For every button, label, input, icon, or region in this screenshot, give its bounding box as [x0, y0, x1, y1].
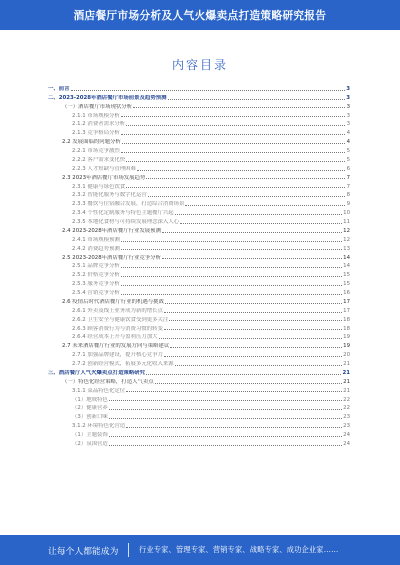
- toc-entry-page: 3: [346, 121, 350, 128]
- toc-entry-label: （一）特色化经营策略，打造人气卖点: [62, 378, 154, 385]
- toc-entry-page: 9: [346, 201, 350, 208]
- toc-leader-dots: [180, 223, 342, 224]
- footer-tagline: 行业专家、管理专家、营销专家、战略专家、成功企业家……: [139, 545, 339, 554]
- toc-entry-page: 3: [346, 112, 350, 119]
- toc-leader-dots: [164, 312, 342, 313]
- toc-entry-page: 6: [346, 165, 350, 172]
- toc-entry[interactable]: [48, 136, 350, 145]
- toc-leader-dots: [168, 99, 346, 100]
- toc-entry[interactable]: [48, 394, 350, 403]
- toc-leader-dots: [121, 116, 345, 117]
- toc-entry-label: 2.2.1 市场竞争激烈: [72, 148, 120, 154]
- toc-leader-dots: [121, 276, 342, 277]
- toc-leader-dots: [126, 391, 342, 392]
- toc-entry-label: 2.3.1 健康与绿色饮食: [72, 183, 126, 190]
- toc-entry-label: （2）氛围营造: [72, 440, 108, 447]
- toc-entry[interactable]: [48, 127, 350, 136]
- toc-leader-dots: [109, 409, 342, 410]
- toc-entry[interactable]: [48, 145, 350, 154]
- toc-entry-page: 12: [343, 227, 350, 234]
- toc-leader-dots: [126, 187, 345, 188]
- page-footer: [0, 535, 400, 565]
- toc-entry-label: 2.5.3 服务竞争分析: [72, 281, 120, 288]
- toc-leader-dots: [109, 400, 342, 401]
- toc-entry-label: 2.1.2 消费者需求分析: [72, 121, 126, 128]
- toc-entry-page: 22: [343, 396, 350, 403]
- toc-entry-label: 2.5.2 价格竞争分析: [72, 272, 120, 279]
- toc-entry-label: 2.5.4 营销竞争分析: [72, 290, 120, 296]
- toc-leader-dots: [121, 267, 342, 268]
- toc-entry[interactable]: [48, 154, 350, 163]
- toc-entry-label: 2.3.5 本地化食材与可持续发展理念深入人心: [72, 219, 180, 225]
- toc-entry-label: （2）健康营养: [72, 405, 108, 412]
- toc-entry[interactable]: [48, 305, 350, 314]
- toc-leader-dots: [169, 320, 342, 321]
- toc-entry[interactable]: [48, 349, 350, 358]
- toc-leader-dots: [121, 241, 342, 242]
- toc-entry-page: 3: [346, 94, 350, 101]
- toc-entry[interactable]: [48, 92, 350, 101]
- toc-entry[interactable]: [48, 101, 350, 110]
- toc-entry-page: 5: [346, 148, 350, 154]
- toc-leader-dots: [121, 294, 342, 295]
- toc-leader-dots: [162, 232, 342, 233]
- toc-entry-label: （一）酒店餐厅市场现状分析: [62, 103, 133, 110]
- toc-leader-dots: [175, 365, 342, 366]
- toc-entry-label: 2.4.2 消费趋势预测: [72, 245, 120, 252]
- toc-entry-label: 2.7.2 创新经营模式，拓展多元化收入来源: [72, 361, 174, 367]
- toc-entry[interactable]: [48, 385, 350, 394]
- toc-leader-dots: [175, 214, 342, 215]
- toc-entry[interactable]: [48, 119, 350, 128]
- toc-entry-page: 8: [346, 192, 350, 199]
- toc-leader-dots: [121, 134, 345, 135]
- toc-entry-page: 21: [343, 361, 350, 367]
- toc-entry-page: 3: [346, 85, 350, 92]
- toc-entry-page: 20: [343, 352, 350, 359]
- toc-entry-page: 17: [343, 298, 350, 305]
- toc-entry-label: （1）主题装饰: [72, 432, 108, 438]
- toc-entry-page: 7: [346, 183, 350, 190]
- toc-entry-page: 13: [343, 245, 350, 252]
- toc-leader-dots: [159, 338, 343, 339]
- toc-entry-page: 12: [343, 236, 350, 243]
- page-header: [0, 0, 400, 30]
- toc-entry-page: 10: [343, 210, 350, 217]
- toc-entry-label: 二、2023-2028年酒店餐厅市场前景及趋势预测: [48, 94, 167, 101]
- toc-entry-page: 14: [343, 254, 350, 261]
- toc-leader-dots: [126, 161, 345, 162]
- toc-entry[interactable]: [48, 243, 350, 252]
- toc-leader-dots: [121, 249, 342, 250]
- toc-entry-page: 4: [346, 139, 350, 146]
- toc-leader-dots: [164, 329, 342, 330]
- toc-entry-label: 2.1.1 市场规模分析: [72, 112, 120, 119]
- toc-entry-page: 5: [346, 156, 350, 163]
- toc-entry[interactable]: [48, 198, 350, 207]
- toc-entry[interactable]: [48, 411, 350, 420]
- toc-entry-label: （1）地域特色: [72, 396, 108, 403]
- toc-leader-dots: [121, 152, 345, 153]
- toc-entry-label: 3.1.1 菜品特色化定位: [72, 387, 126, 394]
- toc-leader-dots: [164, 356, 342, 357]
- toc-entry-label: 2.3.4 个性化定制服务与特色主题餐厅兴起: [72, 210, 174, 217]
- toc-entry-label: 2.4 2023-2028年酒店餐厅行业发展预测: [62, 227, 161, 234]
- toc-leader-dots: [155, 383, 342, 384]
- toc-leader-dots: [133, 107, 345, 108]
- toc-entry[interactable]: [48, 278, 350, 287]
- toc-entry-label: 3.1.2 环境特色化营造: [72, 423, 126, 430]
- toc-entry-page: 24: [343, 432, 350, 438]
- toc-entry[interactable]: [48, 234, 350, 243]
- toc-leader-dots: [162, 258, 342, 259]
- toc-entry[interactable]: [48, 403, 350, 412]
- toc-entry-label: 2.4.1 市场规模预测: [72, 236, 120, 243]
- toc-entry-page: 3: [346, 103, 350, 110]
- toc-entry[interactable]: [48, 163, 350, 172]
- toc-entry[interactable]: [48, 110, 350, 119]
- toc-entry[interactable]: [48, 358, 350, 367]
- toc-entry-label: 2.6.1 外卖及线上业务成为新的增长点: [72, 307, 163, 314]
- toc-leader-dots: [109, 436, 342, 437]
- toc-entry-label: 2.7.1 加强品牌建设，提升核心竞争力: [72, 352, 163, 359]
- toc-leader-dots: [165, 303, 342, 304]
- toc-entry-page: 21: [343, 378, 350, 385]
- toc-entry-page: 19: [343, 343, 350, 350]
- toc-leader-dots: [170, 347, 342, 348]
- toc-entry[interactable]: [48, 314, 350, 323]
- toc-leader-dots: [109, 445, 342, 446]
- toc-entry[interactable]: [48, 83, 350, 92]
- toc-entry-page: 24: [343, 440, 350, 447]
- toc-entry-label: 2.7 未来酒店餐厅行业的发展方向与策略建议: [62, 343, 170, 350]
- toc-leader-dots: [121, 285, 342, 286]
- toc-entry-label: 2.6.3 顾客消费行为与消费习惯的转变: [72, 325, 163, 332]
- toc-entry[interactable]: [48, 296, 350, 305]
- toc-entry-page: 4: [346, 130, 350, 137]
- toc-entry[interactable]: [48, 438, 350, 447]
- toc-entry-label: 2.6.4 经营成本上升与盈利压力加大: [72, 334, 158, 341]
- toc-leader-dots: [109, 418, 342, 419]
- toc-entry[interactable]: [48, 181, 350, 190]
- toc-entry[interactable]: [48, 225, 350, 234]
- toc-entry[interactable]: [48, 332, 350, 341]
- toc-entry-label: 2.3.3 餐饮与住宿融合发展，打造综合消费场景: [72, 201, 185, 208]
- toc-entry-page: 7: [346, 174, 350, 181]
- toc-entry-label: 2.3 2023年酒店餐厅市场发展趋势: [62, 174, 146, 181]
- toc-entry-page: 14: [343, 263, 350, 270]
- toc-entry-page: 23: [343, 423, 350, 430]
- toc-leader-dots: [146, 374, 341, 375]
- toc-entry[interactable]: [48, 190, 350, 199]
- toc-heading: 内容目录: [171, 58, 228, 72]
- toc-leader-dots: [122, 143, 345, 144]
- toc-entry-label: 2.6.2 卫生安全与健康饮食受到更多关注: [72, 316, 169, 323]
- toc-entry-page: 19: [343, 334, 350, 341]
- toc-leader-dots: [126, 125, 345, 126]
- toc-entry-page: 15: [343, 281, 350, 288]
- toc-entry-page: 21: [342, 369, 350, 376]
- toc-entry-label: 2.2.2 客户需求变化快: [72, 156, 126, 163]
- toc-entry-page: 11: [343, 219, 350, 225]
- toc-entry-page: 18: [343, 325, 350, 332]
- report-title: 酒店餐厅市场分析及人气火爆卖点打造策略研究报告: [73, 9, 327, 22]
- toc-entry[interactable]: [48, 323, 350, 332]
- toc-entry[interactable]: [48, 261, 350, 270]
- toc-entry[interactable]: [48, 172, 350, 181]
- toc-entry[interactable]: [48, 269, 350, 278]
- toc-entry-label: 三、酒店餐厅人气火爆卖点打造策略研究: [48, 369, 146, 376]
- toc-entry-label: （3）创新口味: [72, 414, 108, 421]
- toc-entry-label: 2.2.3 人才短缺与管理困难: [72, 165, 136, 172]
- toc-entry-label: 2.3.2 智能化服务与数字化运营: [72, 192, 147, 199]
- footer-divider: [128, 543, 129, 557]
- footer-slogan: 让每个人都能成为: [48, 546, 119, 557]
- toc-entry-page: 18: [343, 316, 350, 323]
- toc-entry-label: 2.6 疫情后时代酒店餐厅行业的机遇与挑战: [62, 298, 164, 305]
- toc-entry-label: 一、前言: [48, 85, 70, 92]
- toc-entry-page: 23: [343, 414, 350, 421]
- toc-entry-page: 22: [343, 405, 350, 412]
- toc-entry[interactable]: [48, 367, 350, 376]
- toc-entry-page: 17: [343, 307, 350, 314]
- toc-entry-label: 2.1.3 竞争格局分析: [72, 130, 120, 137]
- toc-leader-dots: [71, 90, 345, 91]
- toc-entry-page: 15: [343, 272, 350, 279]
- toc-entry-page: 21: [343, 387, 350, 394]
- toc-leader-dots: [126, 427, 342, 428]
- toc-entry[interactable]: [48, 429, 350, 438]
- toc-entry[interactable]: [48, 420, 350, 429]
- toc-entry-page: 16: [343, 290, 350, 296]
- toc-entry[interactable]: [48, 340, 350, 349]
- toc-entry-label: 2.2 发展面临的问题分析: [62, 139, 121, 146]
- toc-leader-dots: [146, 178, 345, 179]
- toc-entry-label: 2.5 2023-2028年酒店餐厅行业竞争分析: [62, 254, 161, 261]
- toc-entry[interactable]: [48, 376, 350, 385]
- toc-entry[interactable]: [48, 207, 350, 216]
- table-of-contents: [48, 83, 350, 447]
- toc-entry[interactable]: [48, 252, 350, 261]
- toc-leader-dots: [137, 170, 345, 171]
- toc-entry-label: 2.5.1 品牌竞争分析: [72, 263, 120, 270]
- toc-entry[interactable]: [48, 216, 350, 225]
- toc-entry[interactable]: [48, 287, 350, 296]
- toc-leader-dots: [185, 205, 345, 206]
- toc-leader-dots: [148, 196, 345, 197]
